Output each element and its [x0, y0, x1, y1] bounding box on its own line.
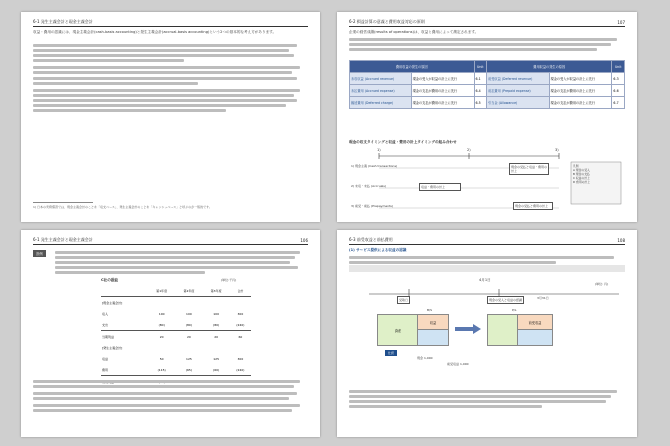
table-header: Unit — [474, 61, 487, 73]
body-intro: 企業の経営成績(results of operations)は、収益と費用によって測定されます。 — [349, 30, 479, 34]
page-header — [349, 18, 625, 27]
page-number: 106 — [300, 238, 308, 243]
table-row: 未収収益 (Accrued revenue) 現金の受入が収益の計上に先行 6-1 前受収益 (Deferred revenue) 現金の受入が収益の計上に先行 6-3 — [350, 73, 625, 85]
table-row: 当期利益 20 20 20 60 — [101, 331, 251, 343]
table-row: 収入 100 100 100 300 — [102, 311, 244, 316]
deferred-revenue-box: 前受収益 — [517, 314, 553, 331]
timeline-title: 現金の収支タイミングと収益・費用の計上タイミングの組み合わせ — [349, 140, 457, 144]
profit-table: 第1年度 第2年度 第3年度 合計 [現金主義会計] 収入 100 100 100 300 支出 (80) (80) (80) (240) 当期利益 20 20 20 60 [発生主義会計] 収益 50 125 125 300 費用 (115) (65) (60) (240) — [101, 285, 251, 388]
table-row: 費用 (115) (65) (60) (240) — [102, 367, 245, 372]
page-bottom-left — [21, 230, 320, 437]
table-row: 収益 50 125 125 300 — [102, 356, 244, 361]
timeline-label: 2) — [467, 148, 471, 152]
body-text-lines — [349, 36, 625, 53]
asset-box-2 — [487, 314, 519, 346]
footnote-rule — [33, 202, 93, 203]
table-row: 支出 (80) (80) (80) (240) — [102, 322, 245, 327]
body-text-lines — [33, 378, 308, 414]
table-header: 費用収益の発生の原因 — [487, 61, 612, 73]
header-title: 6-1 発生主義会計と現金主義会計 — [33, 237, 93, 242]
page-header — [33, 18, 308, 27]
page-number: 108 — [617, 238, 625, 243]
deferred-revenue-box-lower — [517, 329, 553, 346]
diagram-unit: (単位: 円) — [595, 282, 609, 286]
legend: 凡例 A 現金の受入 B 現金の支払 C 収益の計上 D 費用の計上 — [573, 164, 591, 184]
diagram-top-date: 4月1日 — [479, 278, 491, 282]
body-text-lines — [349, 388, 625, 410]
table-row: [発生主義会計] — [102, 345, 123, 350]
timeline-label: 1) — [377, 148, 381, 152]
footnote: 1) 日本の実務慣習では、現金主義会計のことを「収支ベース」、発生主義会計のことを「キャッシュベース」と呼ぶのが一般的です。 — [33, 205, 212, 209]
arrow-icon — [455, 324, 481, 334]
timeline-box: 収益・費用の計上 — [419, 183, 461, 191]
table-title: C社の損益 — [101, 278, 119, 282]
section-title: (1) サービス提供による収益の認識 — [349, 248, 407, 252]
pl-label: P/L — [512, 308, 517, 312]
table-header: 費用収益の発生の原因 — [350, 61, 475, 73]
timeline-label: 3) — [555, 148, 559, 152]
table-row: 未払費用 (Accrued expense) 現金の支払が費用の計上に先行 6-4 前払費用 (Prepaid expense) 現金の支払が費用の計上に先行 6-6 — [350, 85, 625, 97]
body-text-lines — [33, 42, 308, 114]
timeline-row: 1) 現金主義 (Cash transactions) — [351, 164, 398, 168]
journal-line: 前受収益 1,000 — [447, 362, 469, 366]
page-bottom-right — [337, 230, 637, 437]
example-tag: 設例 — [33, 250, 46, 257]
diagram-label: 受取日 — [399, 298, 409, 302]
timeline-row: 3) 前受・前払 (Prepayments) — [351, 204, 394, 208]
table-row: [現金主義会計] — [102, 300, 123, 305]
diagram-label: 現金の受入と収益の認識 — [489, 298, 523, 302]
table-header: Unit — [612, 61, 625, 73]
body-intro: 収益・費用の認識には、現金主義会計(cash-basis accounting)と発生主義会計(accrual-basis accounting)という2つの基本的な考え方があります。 — [33, 30, 277, 34]
page-top-right — [337, 12, 637, 222]
table-row: 繰延費用 (Deferred charge) 現金の支払が費用の計上に先行 6-5 引当金 (Allowance) 現金の支払が費用の計上に先行 6-7 — [350, 97, 625, 109]
header-title: 6-2 損益計算の意義と費用収益対応の原則 — [349, 19, 425, 24]
journal-tag: 仕訳 — [385, 350, 397, 356]
page-number: 107 — [617, 20, 625, 25]
highlight-band — [349, 265, 625, 272]
table-unit: (単位:千円) — [221, 278, 237, 282]
page-header — [33, 236, 308, 245]
diagram-label: 3月31日 — [537, 296, 549, 300]
bs-label: B/S — [427, 308, 432, 312]
example-text — [55, 249, 305, 277]
asset-box: 資産 — [377, 314, 419, 346]
page-top-left — [21, 12, 320, 222]
page-header — [349, 236, 625, 245]
header-title: 6-3 前受収益と前払費用 — [349, 237, 393, 242]
revenue-box-lower — [417, 329, 449, 346]
timeline-box: 現金の受払と収益・費用の計上 — [511, 165, 548, 173]
header-title: 6-1 発生主義会計と現金主義会計 — [33, 19, 93, 24]
revenue-expense-table — [349, 60, 625, 109]
timeline-box: 現金の受払と費用の計上 — [513, 202, 553, 210]
journal-line: 現金 1,000 — [417, 356, 433, 360]
timeline-row: 2) 未収・未払 (Accruals) — [351, 184, 386, 188]
revenue-box: 収益 — [417, 314, 449, 331]
